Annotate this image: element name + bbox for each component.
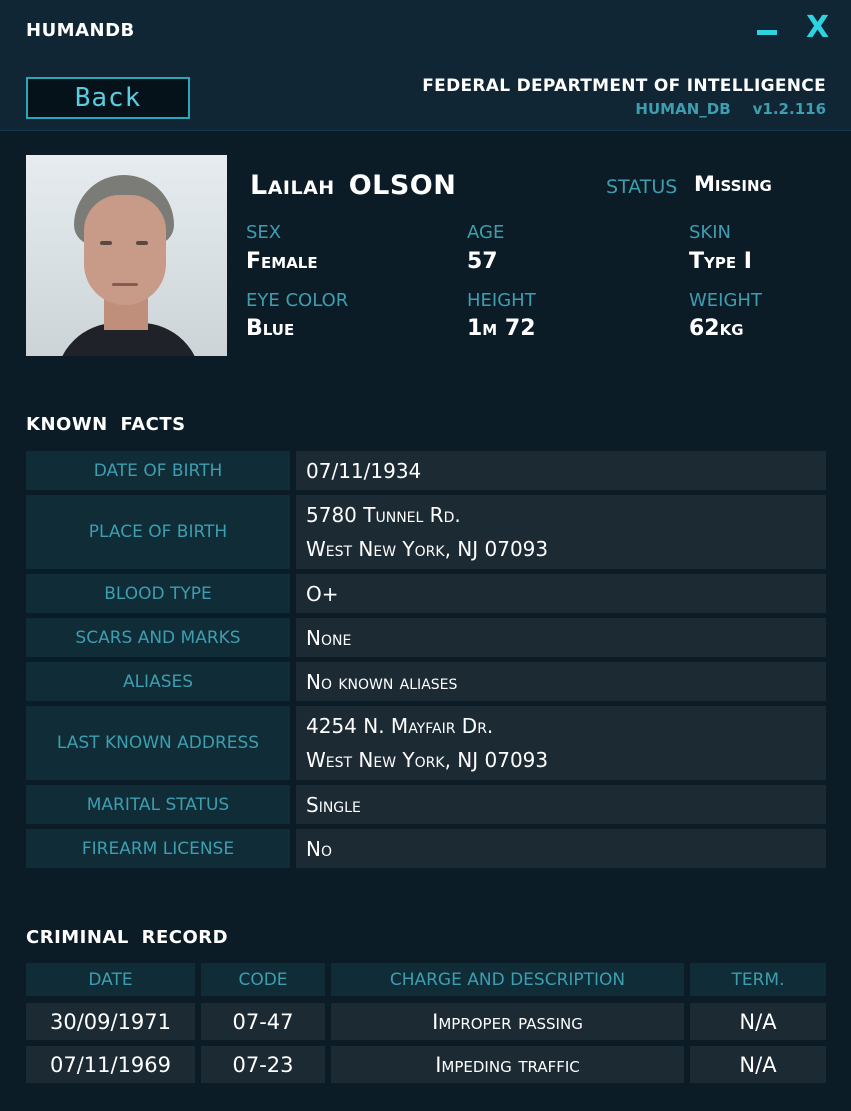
fact-value xyxy=(296,706,826,780)
status-value: Missing xyxy=(694,172,772,196)
fact-value-line1: 5780 Tunnel Rd. xyxy=(306,503,461,527)
header-bar xyxy=(0,58,851,131)
record-charge: Impeding traffic xyxy=(331,1046,684,1083)
fact-value-line1: No known aliases xyxy=(306,669,458,694)
record-date: 07/11/1969 xyxy=(26,1046,195,1083)
age-label: AGE xyxy=(467,222,505,243)
column-header-code: CODE xyxy=(201,963,325,996)
fact-row-place-of-birth xyxy=(26,495,826,569)
fact-row-date-of-birth xyxy=(26,451,826,490)
photo-mouth xyxy=(112,283,138,286)
subject-photo xyxy=(26,155,227,356)
fact-value-line1: None xyxy=(306,625,352,650)
minimize-icon[interactable] xyxy=(757,30,777,35)
fact-row-marital-status xyxy=(26,785,826,824)
fact-value-line1: 07/11/1934 xyxy=(306,458,422,483)
photo-eye-left xyxy=(100,241,112,245)
person-name xyxy=(250,170,456,201)
fact-value xyxy=(296,785,826,824)
weight-label: WEIGHT xyxy=(689,290,762,311)
fact-value xyxy=(296,495,826,569)
record-term: N/A xyxy=(690,1046,826,1083)
fact-value-line2: West New York, NJ 07093 xyxy=(306,748,549,772)
fact-value xyxy=(296,662,826,701)
fact-value xyxy=(296,829,826,868)
height-label: HEIGHT xyxy=(467,290,536,311)
fact-value-line1: 4254 N. Mayfair Dr. xyxy=(306,714,494,738)
record-charge: Improper passing xyxy=(331,1003,684,1040)
eye-color-value: Blue xyxy=(246,316,295,341)
fact-value-line2: West New York, NJ 07093 xyxy=(306,537,549,561)
photo-face xyxy=(84,195,166,305)
fact-key: PLACE OF BIRTH xyxy=(26,495,290,569)
agency-name: FEDERAL DEPARTMENT OF INTELLIGENCE xyxy=(422,76,826,96)
column-header-term: TERM. xyxy=(690,963,826,996)
fact-row-scars-and-marks xyxy=(26,618,826,657)
fact-value-line1: No xyxy=(306,836,332,861)
eye-color-label: EYE COLOR xyxy=(246,290,349,311)
db-version: v1.2.116 xyxy=(752,100,826,118)
fact-row-firearm-license xyxy=(26,829,826,868)
record-date: 30/09/1971 xyxy=(26,1003,195,1040)
sex-label: SEX xyxy=(246,222,282,243)
age-value: 57 xyxy=(467,249,498,274)
known-facts-title: KNOWN FACTS xyxy=(26,414,186,435)
skin-label: SKIN xyxy=(689,222,732,243)
fact-key: FIREARM LICENSE xyxy=(26,829,290,868)
fact-key: DATE OF BIRTH xyxy=(26,451,290,490)
sex-value: Female xyxy=(246,249,318,274)
weight-value: 62kg xyxy=(689,316,744,341)
close-icon[interactable]: X xyxy=(806,10,830,45)
criminal-record-title: CRIMINAL RECORD xyxy=(26,927,229,948)
fact-key: SCARS AND MARKS xyxy=(26,618,290,657)
first-name: Lailah xyxy=(250,170,335,201)
column-header-charge: CHARGE AND DESCRIPTION xyxy=(331,963,684,996)
fact-key: LAST KNOWN ADDRESS xyxy=(26,706,290,780)
status-label: STATUS xyxy=(606,176,678,198)
last-name: OLSON xyxy=(348,170,457,201)
back-button[interactable]: Back xyxy=(26,77,190,119)
fact-row-last-known-address xyxy=(26,706,826,780)
fact-value xyxy=(296,574,826,613)
fact-row-aliases xyxy=(26,662,826,701)
photo-eye-right xyxy=(136,241,148,245)
fact-key: ALIASES xyxy=(26,662,290,701)
db-name: HUMAN_DB xyxy=(635,100,731,118)
record-code: 07-23 xyxy=(201,1046,325,1083)
fact-row-blood-type xyxy=(26,574,826,613)
fact-value xyxy=(296,451,826,490)
title-bar xyxy=(0,0,851,58)
fact-value-line1: O+ xyxy=(306,581,339,606)
height-value: 1m 72 xyxy=(467,316,536,341)
fact-value-line1: Single xyxy=(306,792,361,817)
db-version-line xyxy=(613,100,826,118)
record-term: N/A xyxy=(690,1003,826,1040)
fact-key: MARITAL STATUS xyxy=(26,785,290,824)
column-header-date: DATE xyxy=(26,963,195,996)
fact-value xyxy=(296,618,826,657)
fact-key: BLOOD TYPE xyxy=(26,574,290,613)
skin-value: Type I xyxy=(689,249,752,274)
app-title: HUMANDB xyxy=(26,20,135,41)
record-code: 07-47 xyxy=(201,1003,325,1040)
